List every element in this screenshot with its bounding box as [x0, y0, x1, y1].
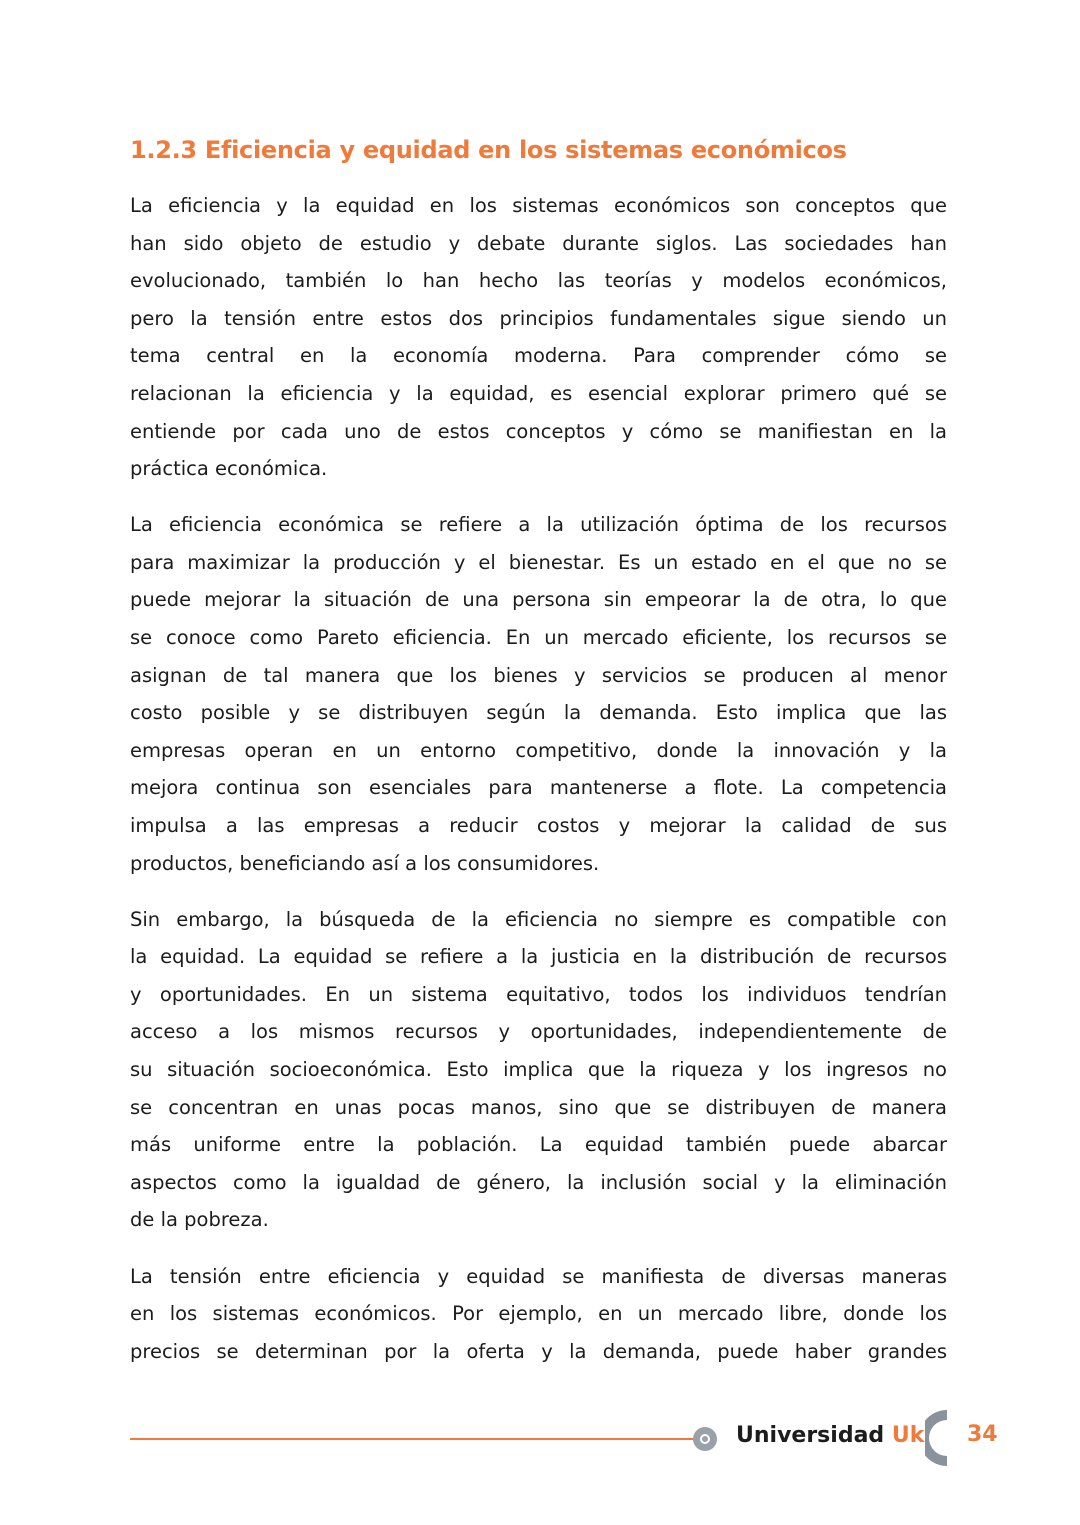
- text-line: su situación socioeconómica. Esto implica que la riqueza y los ingresos no: [130, 1058, 947, 1082]
- text-line: evolucionado, también lo han hecho las teorías y modelos económicos,: [130, 269, 947, 293]
- text-line: La eficiencia económica se refiere a la utilización óptima de los recursos: [130, 513, 947, 537]
- paragraph: [130, 506, 947, 882]
- text-line: costo posible y se distribuyen según la demanda. Esto implica que las: [130, 701, 947, 725]
- paragraph: [130, 187, 947, 488]
- text-line: productos, beneficiando así a los consumidores.: [130, 851, 600, 875]
- text-line: entiende por cada uno de estos conceptos y cómo se manifiestan en la: [130, 419, 947, 443]
- text-line: práctica económica.: [130, 457, 328, 481]
- text-line: precios se determinan por la oferta y la demanda, puede haber grandes: [130, 1339, 947, 1363]
- text-line: asignan de tal manera que los bienes y servicios se producen al menor: [130, 663, 947, 687]
- text-line: pero la tensión entre estos dos principios fundamentales sigue siendo un: [130, 306, 947, 330]
- text-line: La eficiencia y la equidad en los sistemas económicos son conceptos que: [130, 194, 947, 217]
- paragraph: [130, 901, 947, 1239]
- logo-circle-icon: [693, 1427, 717, 1451]
- body-text: [130, 187, 947, 1389]
- text-line: acceso a los mismos recursos y oportunidades, independientemente de: [130, 1020, 947, 1044]
- brand-logo: [736, 1423, 924, 1448]
- paragraph: [130, 1258, 947, 1371]
- text-line: se conoce como Pareto eficiencia. En un mercado eficiente, los recursos se: [130, 626, 947, 650]
- text-line: aspectos como la igualdad de género, la inclusión social y la eliminación: [130, 1170, 947, 1194]
- text-line: para maximizar la producción y el bienestar. Es un estado en el que no se: [130, 550, 947, 574]
- text-line: tema central en la economía moderna. Para comprender cómo se: [130, 344, 947, 368]
- brand-suffix: Uk: [891, 1423, 925, 1448]
- text-line: empresas operan en un entorno competitivo, donde la innovación y la: [130, 738, 947, 762]
- text-line: La tensión entre eficiencia y equidad se manifiesta de diversas maneras: [130, 1264, 947, 1288]
- text-line: puede mejorar la situación de una persona sin empeorar la de otra, lo que: [130, 588, 947, 612]
- text-line: impulsa a las empresas a reducir costos y mejorar la calidad de sus: [130, 814, 947, 837]
- text-line: y oportunidades. En un sistema equitativo, todos los individuos tendrían: [130, 982, 947, 1006]
- text-line: Sin embargo, la búsqueda de la eficiencia no siempre es compatible con: [130, 907, 947, 931]
- text-line: de la pobreza.: [130, 1208, 269, 1232]
- text-line: se concentran en unas pocas manos, sino que se distribuyen de manera: [130, 1095, 947, 1119]
- text-line: en los sistemas económicos. Por ejemplo, en un mercado libre, donde los: [130, 1302, 947, 1326]
- text-line: más uniforme entre la población. La equidad también puede abarcar: [130, 1133, 947, 1157]
- page-number: 34: [967, 1422, 998, 1447]
- text-line: relacionan la eficiencia y la equidad, es esencial explorar primero qué se: [130, 381, 947, 405]
- text-line: han sido objeto de estudio y debate durante siglos. Las sociedades han: [130, 231, 947, 255]
- text-line: la equidad. La equidad se refiere a la justicia en la distribución de recursos: [130, 945, 947, 969]
- brand-name: Universidad: [736, 1423, 885, 1448]
- footer-divider: [130, 1438, 695, 1440]
- section-heading: 1.2.3 Eficiencia y equidad en los sistemas económicos: [130, 136, 847, 164]
- text-line: mejora continua son esenciales para mantenerse a flote. La competencia: [130, 776, 947, 800]
